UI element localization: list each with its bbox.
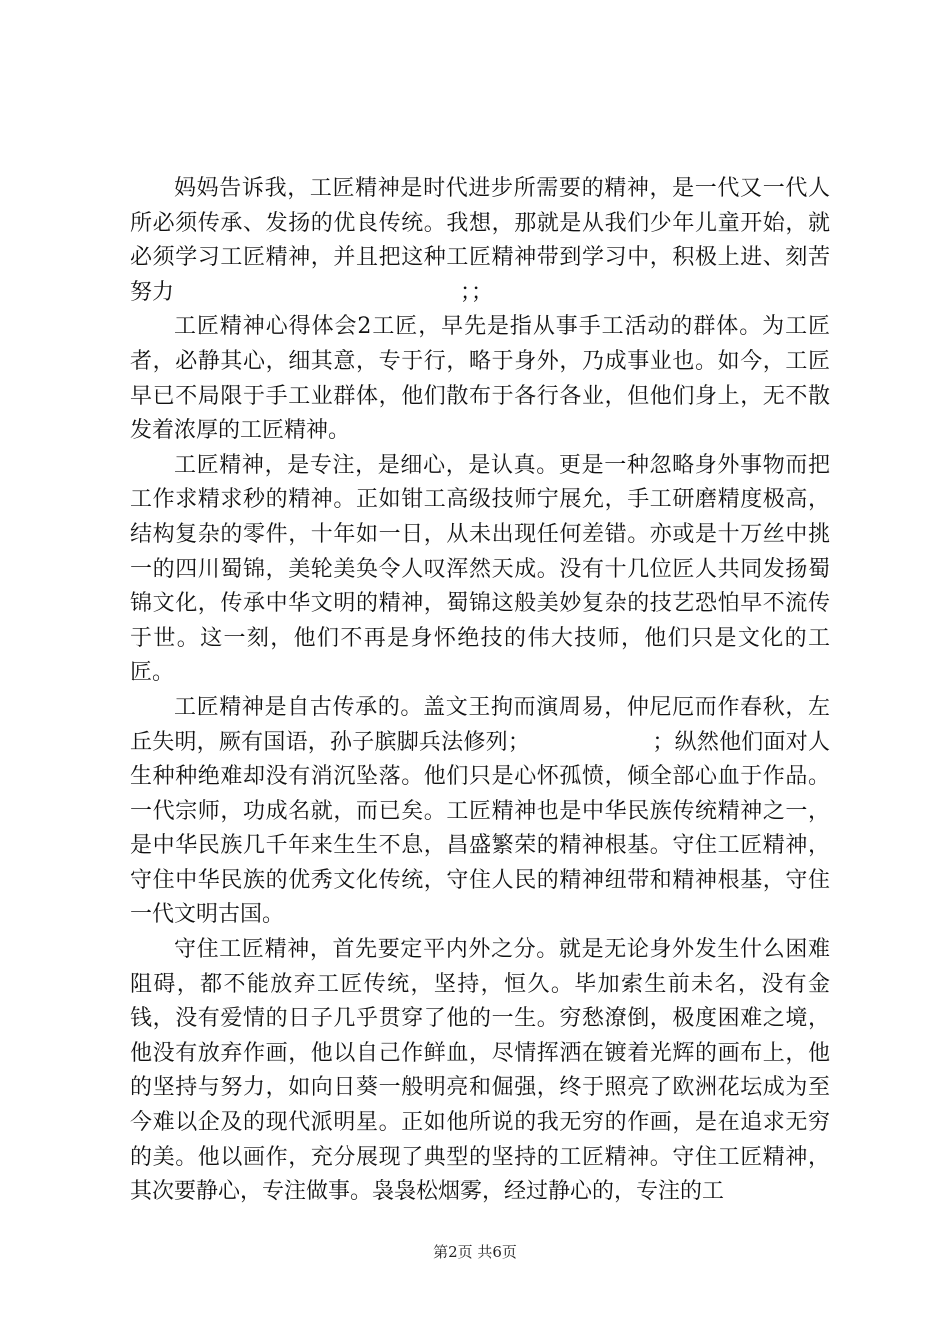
paragraph-5: 守住工匠精神，首先要定平内外之分。就是无论身外发生什么困难阻碍，都不能放弃工匠传统，坚持，恒久。毕加索生前未名，没有金钱，没有爱情的日子几乎贯穿了他的一生。穷愁潦倒，极度困难之境，他没有放弃作画，他以自己作鲜血，尽情挥洒在镀着光辉的画布上，他的坚持与努力，如向日葵一般明亮和倔强，终于照亮了欧洲花坛成为至今难以企及的现代派明星。正如他所说的我无穷的作画，是在追求无穷的美。他以画作，充分展现了典型的坚持的工匠精神。守住工匠精神，其次要静心，专注做事。袅袅松烟雾，经过静心的，专注的工 [130, 937, 830, 1205]
paragraph-3: 工匠精神，是专注，是细心，是认真。更是一种忽略身外事物而把工作求精求秒的精神。正如钳工高级技师宁展允，手工研磨精度极高，结构复杂的零件，十年如一日，从未出现任何差错。亦或是十万丝中挑一的四川蜀锦，美轮美奂令人叹浑然天成。没有十几位匠人共同发扬蜀锦文化，传承中华文明的精神，蜀锦这般美妙复杂的技艺恐怕早不流传于世。这一刻，他们不再是身怀绝技的伟大技师，他们只是文化的工匠。 [130, 452, 830, 686]
paragraph-1: 妈妈告诉我，工匠精神是时代进步所需要的精神，是一代又一代人所必须传承、发扬的优良传统。我想，那就是从我们少年儿童开始，就必须学习工匠精神，并且把这种工匠精神带到学习中，积极上进、刻苦努力 ；； [130, 176, 830, 305]
document-body [130, 172, 830, 1210]
page-number-footer: 第2页 共6页 [433, 1243, 517, 1261]
paragraph-4: 工匠精神是自古传承的。盖文王拘而演周易，仲尼厄而作春秋，左丘失明，厥有国语，孙子膑脚兵法修列； ；纵然他们面对人生种种绝难却没有消沉坠落。他们只是心怀孤愤，倾全部心血于作品。一代宗师，功成名就，而已矣。工匠精神也是中华民族传统精神之一，是中华民族几千年来生生不息，昌盛繁荣的精神根基。守住工匠精神，守住中华民族的优秀文化传统，守住人民的精神纽带和精神根基，守住一代文明古国。 [130, 694, 830, 928]
paragraph-2: 工匠精神心得体会2工匠，早先是指从事手工活动的群体。为工匠者，必静其心，细其意，专于行，略于身外，乃成事业也。如今，工匠早已不局限于手工业群体，他们散布于各行各业，但他们身上，无不散发着浓厚的工匠精神。 [130, 314, 830, 444]
